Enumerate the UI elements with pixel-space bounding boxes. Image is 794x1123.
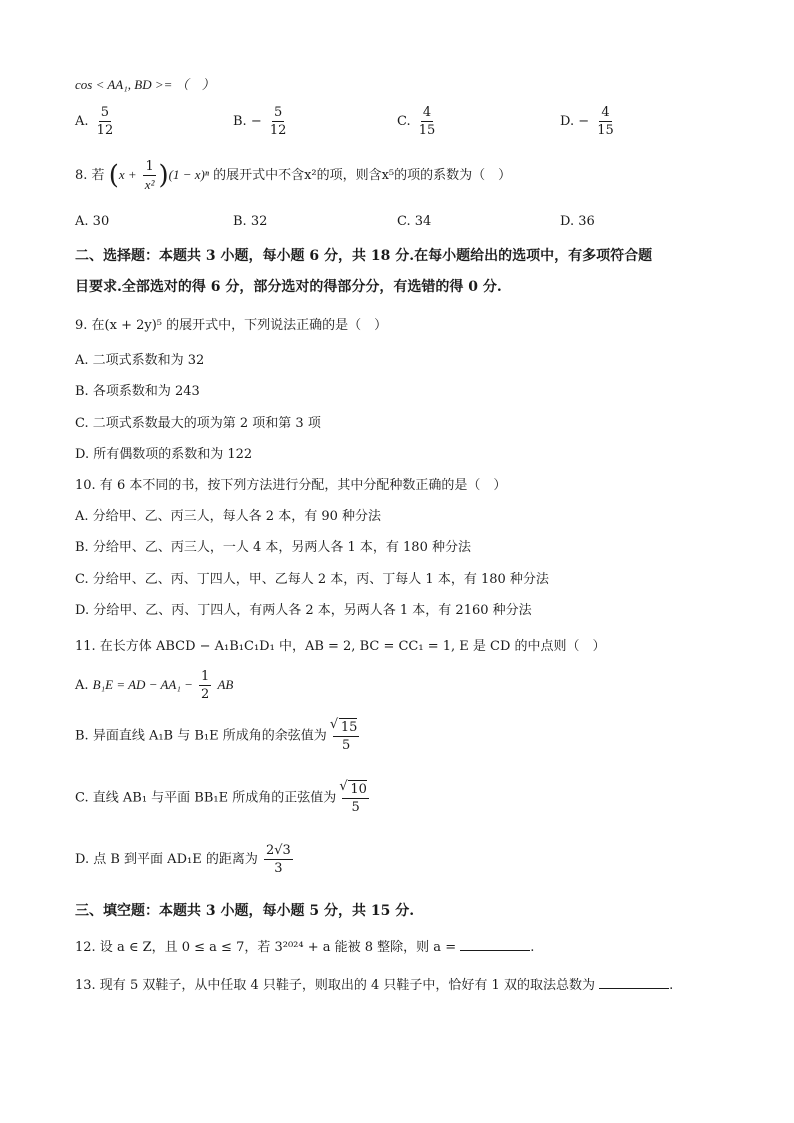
q11-option-a-expression: B₁E = AD − AA₁ −: [92, 677, 193, 692]
q7-option-d: D. − $\frac{4}{15}$: [560, 105, 614, 138]
q10-option-d: D. 分给甲、乙、丙、丁四人，有两人各 2 本，另两人各 1 本，有 2160 种分法: [75, 603, 532, 618]
q12-answer-blank[interactable]: [460, 938, 530, 951]
q13-stem: 13. 现有 5 双鞋子，从中任取 4 只鞋子，则取出的 4 只鞋子中，恰好有 1 双的取法总数为 .: [75, 978, 674, 993]
q7-stem: [75, 74, 215, 93]
q7-expression: cos < AA₁, BD >= （ ）: [75, 77, 215, 92]
q11-stem: 11. 在长方体 ABCD − A₁B₁C₁D₁ 中，AB = 2, BC = CC₁ = 1, E 是 CD 的中点则（ ）: [75, 639, 606, 654]
q9-option-a: A. 二项式系数和为 32: [75, 353, 205, 368]
q9-option-c: C. 二项式系数最大的项为第 2 项和第 3 项: [75, 416, 321, 431]
q11-option-a: A. B₁E = AD − AA₁ − $\frac{1}{2}$ AB: [75, 669, 234, 702]
q7-option-b: B. − $\frac{5}{12}$: [233, 105, 287, 138]
q11-option-b: B. 异面直线 A₁B 与 B₁E 所成角的余弦值为 √ $\frac{15}{5}$: [75, 718, 361, 754]
section2-heading-line1: 二、选择题：本题共 3 小题，每小题 6 分，共 18 分.在每小题给出的选项中，有多项符合题: [75, 248, 653, 264]
q8-option-d: D. 36: [560, 214, 595, 229]
q8-option-c: C. 34: [397, 214, 432, 229]
q7-option-c: C. $\frac{4}{15}$: [397, 105, 436, 138]
q9-stem: 9. 在(x + 2y)⁵ 的展开式中，下列说法正确的是（ ）: [75, 318, 388, 333]
q7-option-c-fraction: $\frac{4}{15}$: [418, 105, 436, 138]
q13-answer-blank[interactable]: [599, 976, 669, 989]
section2-heading-line2: 目要求.全部选对的得 6 分，部分选对的得部分分，有选错的得 0 分.: [75, 279, 502, 295]
q11-option-a-fraction: $\frac{1}{2}$: [201, 669, 210, 702]
q7-option-d-fraction: $\frac{4}{15}$: [597, 105, 614, 138]
q11-option-d-fraction: $\frac{2√3}{3}$: [265, 843, 291, 876]
section3-heading: 三、填空题：本题共 3 小题，每小题 5 分，共 15 分.: [75, 903, 415, 919]
q9-option-d: D. 所有偶数项的系数和为 122: [75, 447, 253, 462]
q10-option-a: A. 分给甲、乙、丙三人，每人各 2 本，有 90 种分法: [75, 509, 381, 524]
q8-fraction: $\frac{1}{\text{x²}}$: [144, 159, 155, 192]
q7-option-a-fraction: $\frac{5}{12}$: [96, 105, 114, 138]
q8-stem: 8. 若 (x + $\frac{1}{\text{x²}}$ )(1 − x)ⁿ 的展开式中不含x²的项，则含x⁵的项的系数为（ ）: [75, 159, 512, 192]
q7-option-b-fraction: $\frac{5}{12}$: [269, 105, 287, 138]
q8-option-b: B. 32: [233, 214, 268, 229]
q11-option-c-fraction: √ $\frac{10}{5}$: [342, 780, 369, 816]
q10-option-c: C. 分给甲、乙、丙、丁四人，甲、乙每人 2 本，丙、丁每人 1 本，有 180 种分法: [75, 572, 549, 587]
q7-option-a: A. $\frac{5}{12}$: [75, 105, 114, 138]
q11-option-c: C. 直线 AB₁ 与平面 BB₁E 所成角的正弦值为 √ $\frac{10}{5}$: [75, 780, 371, 816]
q9-option-b: B. 各项系数和为 243: [75, 384, 200, 399]
q11-option-d: D. 点 B 到平面 AD₁E 的距离为 $\frac{2√3}{3}$: [75, 843, 291, 876]
q11-option-b-fraction: √ $\frac{15}{5}$: [333, 718, 360, 754]
q12-stem: 12. 设 a ∈ Z，且 0 ≤ a ≤ 7，若 3²⁰²⁴ + a 能被 8 整除，则 a = .: [75, 940, 535, 955]
q8-option-a: A. 30: [75, 214, 110, 229]
q10-stem: 10. 有 6 本不同的书，按下列方法进行分配，其中分配种数正确的是（ ）: [75, 478, 507, 493]
q10-option-b: B. 分给甲、乙、丙三人，一人 4 本，另两人各 1 本，有 180 种分法: [75, 540, 471, 555]
